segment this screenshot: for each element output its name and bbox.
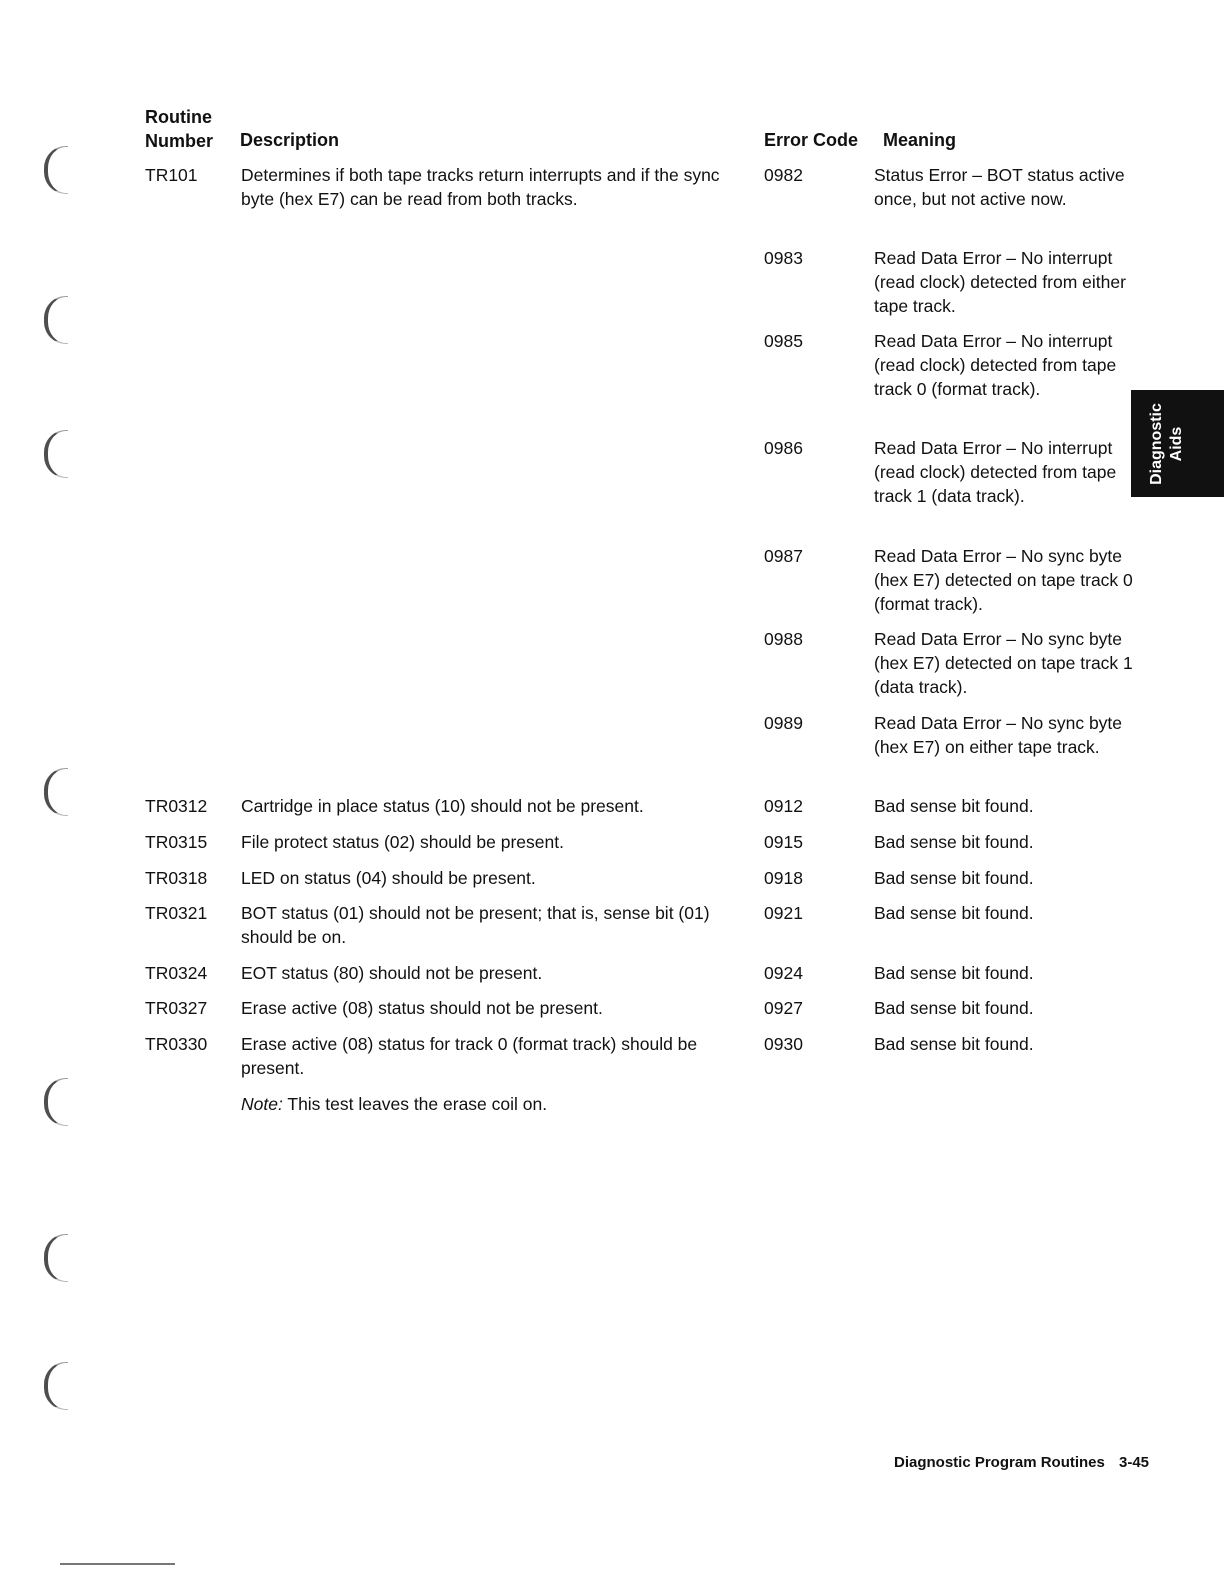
error-code: 0924 (764, 963, 803, 983)
error-meaning: Read Data Error – No interrupt (read clock) detected from either tape track. (874, 248, 1126, 316)
column-header-description: Description (240, 130, 340, 150)
error-meaning: Read Data Error – No interrupt (read clock) detected from tape track 1 (data track). (874, 438, 1117, 506)
error-code: 0983 (764, 248, 803, 268)
binding-hole-mark (44, 296, 68, 344)
section-thumb-tab (1131, 390, 1224, 497)
binding-hole-mark (44, 768, 68, 816)
routine-number: TR0318 (145, 868, 208, 888)
page-number: 3-45 (1119, 1454, 1150, 1471)
note-label: Note: (241, 1094, 283, 1114)
binding-hole-mark (44, 1362, 68, 1410)
routine-description: Cartridge in place status (10) should not be present. (241, 796, 644, 816)
error-meaning: Read Data Error – No sync byte (hex E7) detected on tape track 1 (data track). (874, 629, 1133, 697)
error-meaning: Status Error – BOT status active once, but not active now. (874, 165, 1125, 209)
routine-description: LED on status (04) should be present. (241, 868, 536, 888)
routine-number: TR0327 (145, 998, 208, 1018)
column-header-meaning: Meaning (883, 130, 957, 150)
routine-number: TR0321 (145, 903, 208, 923)
routine-description: File protect status (02) should be present. (241, 832, 564, 852)
error-meaning: Read Data Error – No sync byte (hex E7) detected on tape track 0 (format track). (874, 546, 1133, 614)
routine-number: TR0315 (145, 832, 208, 852)
error-code: 0927 (764, 998, 803, 1018)
error-code: 0986 (764, 438, 803, 458)
routine-description: Erase active (08) status for track 0 (format track) should be present. (241, 1034, 698, 1078)
error-meaning: Bad sense bit found. (874, 903, 1034, 923)
error-code: 0921 (764, 903, 803, 923)
routine-number: TR0324 (145, 963, 208, 983)
scan-edge-line (60, 1563, 175, 1565)
binding-hole-mark (44, 1078, 68, 1126)
error-meaning: Bad sense bit found. (874, 998, 1034, 1018)
error-meaning: Bad sense bit found. (874, 868, 1034, 888)
error-code: 0987 (764, 546, 803, 566)
error-meaning: Read Data Error – No interrupt (read clock) detected from tape track 0 (format track). (874, 331, 1117, 399)
error-code: 0989 (764, 713, 803, 733)
note-text: This test leaves the erase coil on. (287, 1094, 548, 1114)
error-code: 0918 (764, 868, 803, 888)
error-code: 0915 (764, 832, 803, 852)
error-code: 0985 (764, 331, 803, 351)
error-meaning: Bad sense bit found. (874, 796, 1034, 816)
binding-hole-mark (44, 1234, 68, 1282)
error-code: 0930 (764, 1034, 803, 1054)
error-code: 0912 (764, 796, 803, 816)
error-code: 0988 (764, 629, 803, 649)
error-meaning: Read Data Error – No sync byte (hex E7) on either tape track. (874, 713, 1123, 757)
error-meaning: Bad sense bit found. (874, 1034, 1034, 1054)
routine-number: TR0312 (145, 796, 208, 816)
routine-description: Determines if both tape tracks return interrupts and if the sync byte (hex E7) can be read from both tracks. (241, 165, 720, 209)
error-meaning: Bad sense bit found. (874, 832, 1034, 852)
column-header-error-code: Error Code (764, 130, 859, 150)
binding-hole-mark (44, 146, 68, 194)
footer-title: Diagnostic Program Routines (894, 1454, 1105, 1471)
routine-description: BOT status (01) should not be present; that is, sense bit (01) should be on. (241, 903, 710, 947)
routine-description: Erase active (08) status should not be present. (241, 998, 603, 1018)
routine-number: TR0330 (145, 1034, 208, 1054)
binding-hole-mark (44, 430, 68, 478)
error-code: 0982 (764, 165, 803, 185)
routine-number: TR101 (145, 165, 198, 185)
section-thumb-tab-label: Diagnostic Aids (1148, 403, 1185, 485)
note (241, 1092, 756, 1116)
error-meaning: Bad sense bit found. (874, 963, 1034, 983)
column-header-routine-number: Routine Number (145, 107, 214, 151)
routine-description: EOT status (80) should not be present. (241, 963, 543, 983)
